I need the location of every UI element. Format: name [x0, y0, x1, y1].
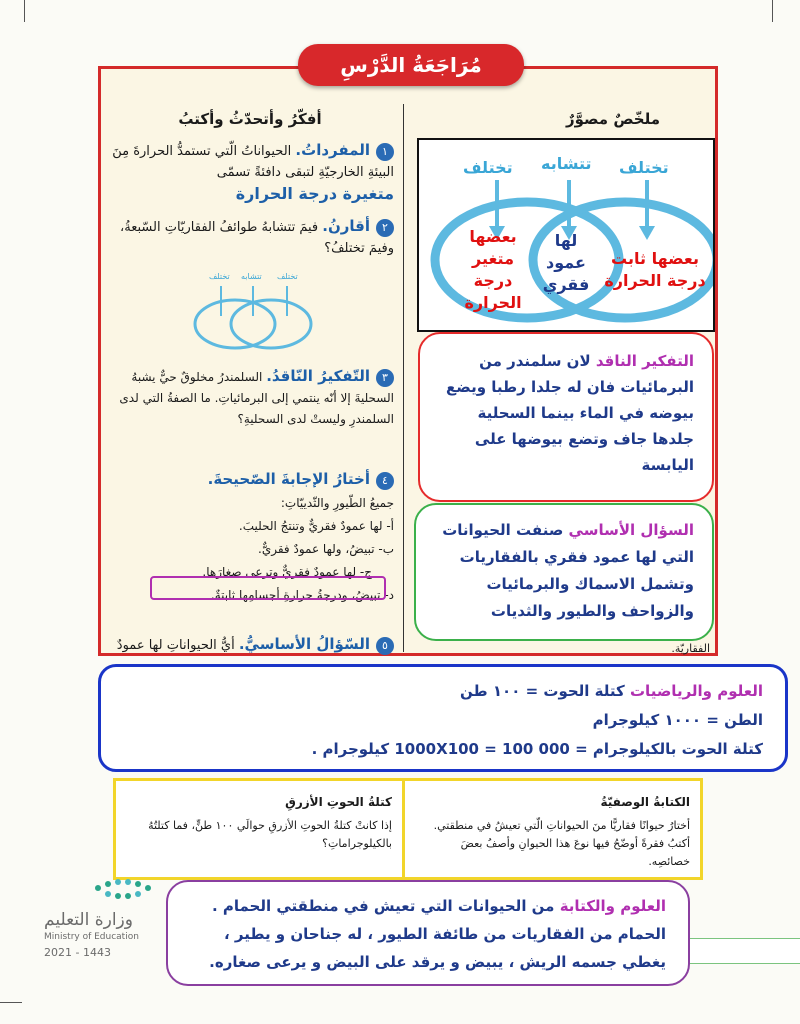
question-keyword: التّفكيرُ النّاقدُ. [266, 367, 370, 385]
descriptive-writing-text: أختارُ حيوانًا فقاريًّا منَ الحيواناتِ الّتي تعيشُ في منطقتي. أكتبُ فقرةً أوضّحُ فيها نوعَ هذا الحيوانِ وأصفُ بعضَ خصائصِه. [433, 819, 690, 868]
ministry-logo [40, 872, 170, 962]
whale-mass-activity [116, 781, 402, 877]
option-c[interactable]: ج- لها عمودٌ فقريٌّ وترعى صغارَها. [202, 565, 372, 579]
critical-thinking-callout [418, 332, 714, 502]
question-keyword: أقارنُ. [322, 217, 370, 235]
question-2 [112, 216, 394, 259]
ministry-name-en: Ministry of Education [44, 932, 139, 942]
descriptive-writing-activity [406, 781, 700, 877]
panel-divider [402, 781, 405, 877]
partial-text: الفقاريّة. [671, 642, 710, 655]
selected-answer-highlight [150, 576, 386, 600]
venn-label-middle: تتشابه [541, 154, 592, 173]
question-keyword: أختارُ الإجابةَ الصّحيحةَ. [207, 470, 370, 488]
crop-mark [0, 1002, 22, 1003]
critical-thinking-label: التفكير الناقد [595, 352, 694, 370]
venn-middle-answer: لها عمود فقري [542, 231, 590, 294]
descriptive-writing-title: الكتابةُ الوصفيّةُ [600, 795, 690, 809]
logo-dots-icon [90, 874, 170, 904]
question-keyword: السّؤالُ الأساسيُّ. [238, 635, 370, 653]
essential-question-label: السؤال الأساسي [568, 521, 694, 539]
think-heading: أفكّرُ وأتحدّثُ وأكتبُ [178, 110, 322, 128]
question-number: ٣ [376, 369, 394, 387]
question-1 [112, 140, 394, 204]
question-text: أيُّ الحيواناتِ لها عمودٌ [116, 638, 235, 653]
mini-venn-circles [183, 272, 323, 352]
question-number: ٤ [376, 472, 394, 490]
mini-venn-label-middle: تتشابه [241, 272, 262, 281]
question-text: الحيواناتُ الّتي تستمدُّ الحرارةَ مِنَ البيئةِ الخارجيّةِ لتبقى دافئةً تسمّى [112, 144, 394, 180]
question-number: ١ [376, 143, 394, 161]
summary-heading: ملخّصٌ مصوَّرٌ [565, 110, 660, 128]
option-b[interactable]: ب- تبيضُ، ولها عمودٌ فقريٌّ. [258, 542, 394, 556]
science-writing-callout [166, 880, 690, 986]
mini-venn-label-right: تختلف [277, 272, 298, 281]
science-writing-label: العلوم والكتابة [559, 897, 666, 915]
question-text: السلمندرُ مخلوقٌ حيٌّ يشبهُ السحليةَ إلا أنّه ينتمي إلى البرمائياتِ. ما الصفةُ التي لدى السلمندرِ وليستْ لدى السحليةِ؟ [119, 370, 394, 426]
critical-thinking-text: لان سلمندر من البرمائيات فان له جلدا رطبا ويضع بيوضه في الماء بينما السحلية جلدها جاف وتضع بيوضها على اليابسة [446, 352, 694, 474]
option-a[interactable]: أ- لها عمودٌ فقريٌّ وتنتجُ الحليبَ. [238, 519, 394, 533]
venn-label-left: تختلف [463, 158, 513, 177]
crop-mark [772, 0, 773, 22]
science-math-line3: كتلة الحوت بالكيلوجرام = 1000X100 = 100 000 كيلوجرام . [311, 740, 763, 758]
science-math-label: العلوم والرياضيات [629, 682, 763, 700]
page-edge-strip [688, 938, 800, 964]
activities-panel [113, 778, 703, 880]
whale-mass-text: إذا كانتْ كتلةُ الحوتِ الأزرقِ حوالَي ١٠٠ طنٍّ، فما كتلتُهُ بالكيلوجراماتِ؟ [148, 819, 392, 850]
mini-venn-label-left: تختلف [209, 272, 230, 281]
essential-question-text: صنفت الحيوانات التي لها عمود فقري بالفقاريات وتشمل الاسماك والبرمائيات والزواحف والطيور والثديات [442, 521, 694, 620]
whale-mass-title: كتلةُ الحوتِ الأزرقِ [285, 795, 392, 809]
venn-diagram [417, 138, 715, 332]
crop-mark [24, 0, 25, 22]
ministry-name-ar: وزارة التعليم [44, 910, 133, 930]
science-math-line2: الطن = ١٠٠٠ كيلوجرام [592, 711, 763, 729]
option-d[interactable]: د- تبيضُ، ودرجةُ حرارةِ أجسامِها ثابتةٌ. [210, 588, 394, 602]
question-number: ٢ [376, 219, 394, 237]
question-text: فيمَ تتشابهُ طوائفُ الفقاريّاتِ السّبعةُ، وفيمَ تختلفُ؟ [120, 220, 394, 256]
question-1-answer: متغيرة درجة الحرارة [235, 184, 394, 203]
venn-left-answer: بعضها متغير درجة الحرارة [464, 227, 522, 312]
column-divider [403, 104, 404, 652]
venn-label-right: تختلف [619, 158, 669, 177]
science-math-line1: كتلة الحوت = ١٠٠ طن [460, 682, 625, 700]
science-writing-text: من الحيوانات التي تعيش في منطقتي الحمام . الحمام من الفقاريات من طائفة الطيور ، له جناحان و يطير ، يغطي جسمه الريش ، يبيض و يرقد على البيض و يرعى صغاره. [209, 897, 666, 971]
essential-question-callout [414, 503, 714, 641]
question-stem: جميعُ الطّيورِ والثّدييّاتِ: [280, 496, 394, 510]
question-keyword: المفرداتُ. [295, 141, 370, 159]
question-3 [112, 366, 394, 430]
lesson-review-title: مُرَاجَعَةُ الدَّرْسِ [298, 44, 524, 86]
question-5 [112, 634, 394, 656]
venn-right-answer: بعضها ثابت درجة الحرارة [604, 249, 706, 290]
science-math-callout [98, 664, 788, 772]
mini-venn-diagram [183, 272, 323, 352]
edition-year: 2021 - 1443 [44, 946, 111, 959]
question-number: ٥ [376, 637, 394, 655]
